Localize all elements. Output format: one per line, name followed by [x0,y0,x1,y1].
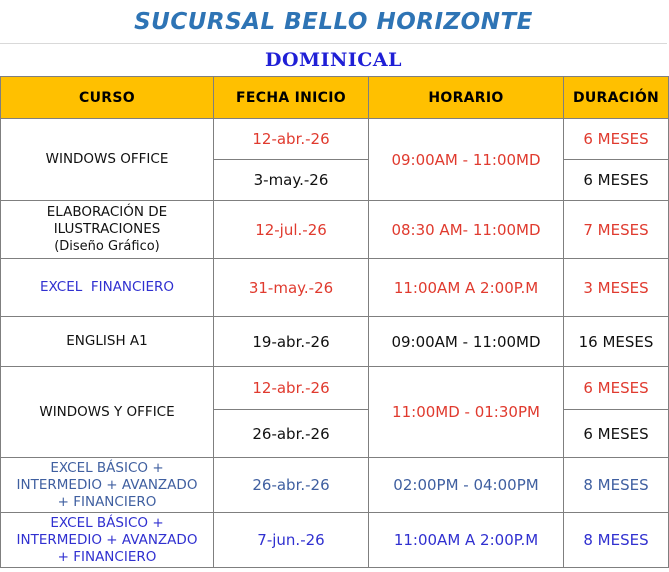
duration-cell: 3 MESES [564,259,669,317]
course-cell [1,513,214,568]
start-date-cell: 31-may.-26 [214,259,369,317]
start-date-cell: 19-abr.-26 [214,317,369,367]
start-date-cell: 7-jun.-26 [214,513,369,568]
duration-cell: 7 MESES [564,201,669,259]
duration-cell: 6 MESES [564,160,669,201]
schedule-cell: 09:00AM - 11:00MD [369,317,564,367]
header-fecha: FECHA INICIO [214,77,369,119]
course-line: + FINANCIERO [57,548,157,565]
header-duracion: DURACIÓN [564,77,669,119]
course-line: + FINANCIERO [57,493,157,510]
course-line: EXCEL BÁSICO + [50,459,164,476]
start-date-cell: 26-abr.-26 [214,410,369,458]
duration-cell: 16 MESES [564,317,669,367]
table-row [1,513,669,568]
course-line: ILUSTRACIONES [53,221,161,237]
table-row [1,367,669,410]
duration-cell: 6 MESES [564,410,669,458]
course-line: (Diseño Gráfico) [54,239,160,254]
course-cell: WINDOWS Y OFFICE [1,367,214,458]
course-line: ELABORACIÓN DE [46,204,168,220]
table-row [1,119,669,160]
schedule-cell: 02:00PM - 04:00PM [369,458,564,513]
course-cell: ENGLISH A1 [1,317,214,367]
schedule-cell: 11:00AM A 2:00P.M [369,259,564,317]
table-row [1,458,669,513]
subtitle-row [0,44,667,76]
course-cell [1,201,214,259]
table-row [1,317,669,367]
duration-cell: 8 MESES [564,513,669,568]
course-cell [1,458,214,513]
header-row [1,77,669,119]
title-row [0,0,667,44]
course-line: INTERMEDIO + AVANZADO [16,476,198,493]
duration-cell: 8 MESES [564,458,669,513]
schedule-cell: 09:00AM - 11:00MD [369,119,564,201]
duration-cell: 6 MESES [564,367,669,410]
start-date-cell: 3-may.-26 [214,160,369,201]
course-cell: WINDOWS OFFICE [1,119,214,201]
schedule-cell: 11:00MD - 01:30PM [369,367,564,458]
schedule-cell: 11:00AM A 2:00P.M [369,513,564,568]
course-cell: EXCEL FINANCIERO [1,259,214,317]
schedule-cell: 08:30 AM- 11:00MD [369,201,564,259]
table-row [1,259,669,317]
start-date-cell: 12-jul.-26 [214,201,369,259]
table-row [1,201,669,259]
page-title: SUCURSAL BELLO HORIZONTE [134,8,533,35]
page-subtitle: DOMINICAL [265,49,402,71]
header-horario: HORARIO [369,77,564,119]
start-date-cell: 26-abr.-26 [214,458,369,513]
course-line: INTERMEDIO + AVANZADO [16,531,198,548]
course-line: EXCEL BÁSICO + [50,514,164,531]
header-curso: CURSO [1,77,214,119]
duration-cell: 6 MESES [564,119,669,160]
start-date-cell: 12-abr.-26 [214,367,369,410]
start-date-cell: 12-abr.-26 [214,119,369,160]
schedule-table [0,76,669,568]
